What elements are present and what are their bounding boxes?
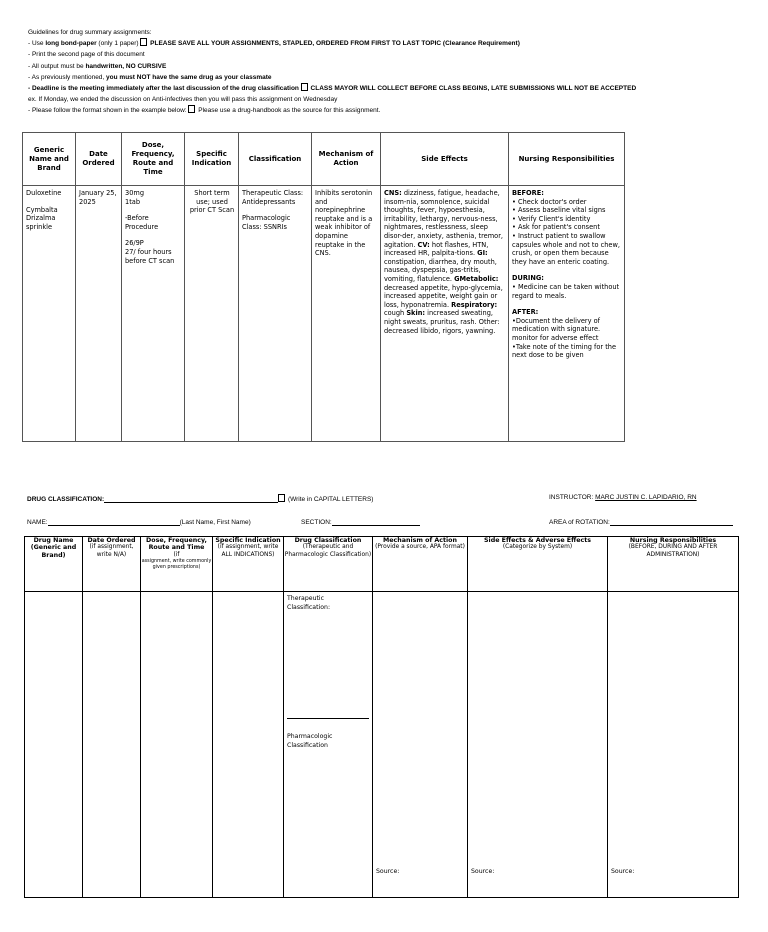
form-header-mechanism: Mechanism of Action (Provide a source, APA format) [373,537,468,592]
guideline-1: - Use long bond-paper (only 1 paper) PLEASE SAVE ALL YOUR ASSIGNMENTS, STAPLED, ORDERED FROM FIRST TO LAST TOPIC (Clearance Requirement) [28,40,520,48]
guideline-5: - Deadline is the meeting immediately after the last discussion of the drug classification CLASS MAYOR WILL COLLECT BEFORE CLASS BEGINS, LATE SUBMISSIONS WILL NOT BE ACCEPTED [28,85,637,93]
example-indication-cell: Short term use; used prior CT Scan [185,186,239,442]
box-icon [140,38,147,46]
form-body-row [25,592,739,898]
name-line[interactable] [48,518,180,526]
form-cell-mechanism[interactable] [373,592,468,898]
guideline-2: - Print the second page of this document [28,51,145,59]
guideline-7: - Please follow the format shown in the example below: Please use a drug-handbook as the source for this assignment. [28,107,381,115]
example-header-row [23,133,625,186]
source-label: Source: [376,868,400,875]
pharmacologic-classification-label: Pharmacologic Classification [287,733,333,749]
form-cell-indication[interactable] [213,592,284,898]
box-icon [278,494,285,502]
box-icon [188,105,195,113]
brand-names: Cymbalta Drizalma sprinkle [26,205,58,231]
guidelines-title: Guidelines for drug summary assignments: [28,29,152,36]
area-line[interactable] [610,518,733,526]
form-header-nursing: Nursing Responsibilities (BEFORE, DURING AND AFTER ADMINISTRATION) [608,537,739,592]
form-cell-classification[interactable] [284,592,373,898]
example-classification-cell: Therapeutic Class: Antidepressants Pharmacologic Class: SSNRIs [239,186,312,442]
guideline-3: - All output must be handwritten, NO CURSIVE [28,62,167,70]
example-generic-cell [23,186,76,442]
example-side-effects-cell: CNS: dizziness, fatigue, headache, insom-nia, somnolence, suicidal thoughts, fever, hypoesthesia, irritability, lethargy, nervous-ness, nightmares, restlessness, sleep disor-der, anxiety, asthenia, tremor, agitation. CV: hot flashes, HTN, increased HR, palpita-tions. GI: constipation, diarrhea, dry mouth, nausea, dyspepsia, gas-tritis, vomiting, flatulence. GMetabolic: decreased appetite, hypo-glycemia, increased appetite, weight gain or loss, hyponatremia. Respiratory: cough Skin: increased sweating, night sweats, pruritus, rash. Other: decreased libido, rigors, yawning. [381,186,509,442]
form-header-indication: Specific Indication (if assignment, write ALL INDICATIONS) [213,537,284,592]
example-header: Mechanism of Action [312,133,381,186]
form-cell-dose[interactable] [141,592,213,898]
example-header: Classification [239,133,312,186]
area-of-rotation-field: AREA of ROTATION: [549,518,733,526]
example-header: Generic Name and Brand [23,133,76,186]
example-date-cell: January 25, 2025 [76,186,122,442]
example-header: Dose, Frequency, Route and Time [122,133,185,186]
form-header-side-effects: Side Effects & Adverse Effects (Categorize by System) [468,537,608,592]
source-label: Source: [471,868,495,875]
example-mechanism-cell: Inhibits serotonin and norepinephrine reuptake and is a weak inhibitor of dopamine reuptake in the CNS. [312,186,381,442]
form-header-drug-name: Drug Name (Generic and Brand) [25,537,83,592]
drug-classification-field: DRUG CLASSIFICATION: (Write in CAPITAL LETTERS) [27,496,374,503]
example-dose-cell: 30mg 1tab -Before Procedure 26/9P 27/ four hours before CT scan [122,186,185,442]
form-cell-side-effects[interactable] [468,592,608,898]
drug-summary-form-table [24,536,739,898]
form-header-row [25,537,739,592]
guideline-6: ex. If Monday, we ended the discussion on Anti-infectives then you will pass this assignment on Wednesday [28,96,338,104]
form-cell-drug-name[interactable] [25,592,83,898]
therapeutic-classification-label: Therapeutic Classification: [287,595,331,611]
source-label: Source: [611,868,635,875]
instructor-field: INSTRUCTOR: MARC JUSTIN C. LAPIDARIO, RN [549,494,697,501]
form-header-date: Date Ordered (if assignment, write N/A) [83,537,141,592]
example-table [22,132,625,442]
form-cell-nursing[interactable] [608,592,739,898]
box-icon [301,83,308,91]
example-row [23,186,625,442]
form-header-classification: Drug Classification (Therapeutic and Pharmacologic Classification) [284,537,373,592]
example-nursing-cell: BEFORE: • Check doctor's order • Assess baseline vital signs • Verify Client's identity • Ask for patient's consent • Instruct patient to swallow capsules whole and not to chew, crush, or open them because they have an enteric coating. DURING: • Medicine can be taken without regard to meals. AFTER: •Document the delivery of medication with signature. monitor for adverse effect •Take note of the timing for the next dose to be given [509,186,625,442]
example-header: Nursing Responsibilities [509,133,625,186]
generic-name: Duloxetine [26,189,62,197]
form-cell-date[interactable] [83,592,141,898]
guidelines [28,27,748,117]
example-header: Date Ordered [76,133,122,186]
example-header: Side Effects [381,133,509,186]
form-header-dose: Dose, Frequency, Route and Time (if assignment, write commonly given prescriptions) [141,537,213,592]
section-field: SECTION: [301,518,420,526]
section-line[interactable] [332,518,420,526]
example-header: Specific Indication [185,133,239,186]
drug-classification-line[interactable] [104,495,278,503]
guideline-4: - As previously mentioned, you must NOT have the same drug as your classmate [28,73,272,81]
name-field: NAME: (Last Name, First Name) [27,519,251,526]
